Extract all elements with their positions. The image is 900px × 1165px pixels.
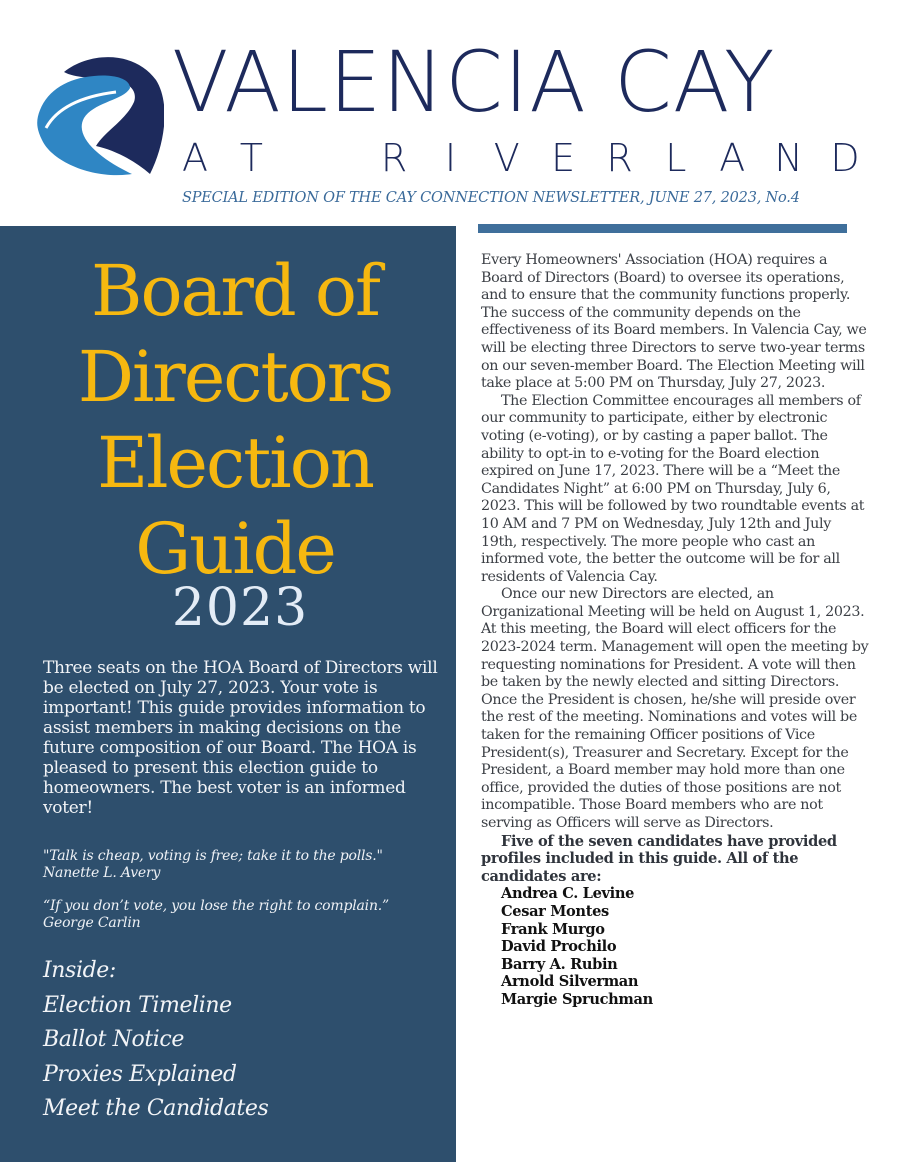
river-swoosh-logo-icon: [34, 50, 164, 178]
quote-carlin: [43, 898, 453, 932]
brand-subtitle-letter: L: [665, 136, 687, 180]
cover-title-line: Directors: [77, 336, 393, 418]
inside-contents: [43, 954, 423, 1127]
brand-subtitle-letter: A: [182, 136, 208, 180]
candidates-intro: Five of the seven candidates have provided profiles included in this guide. All of the candidates are:: [481, 832, 837, 885]
quote-text: "Talk is cheap, voting is free; take it to the polls.": [43, 848, 383, 864]
article-paragraph: Once our new Directors are elected, an Organizational Meeting will be held on August 1, 2023. At this meeting, the Board will elect officers for the 2023-2024 term. Management will open the meeting by requesting nominations for President. A vote will then be taken by the newly elected and sitting Directors. Once the President is chosen, he/she will preside over the rest of the meeting. Nominations and votes will be taken for the remaining Officer positions of Vice President(s), Treasurer and Secretary. Except for the President, a Board member may hold more than one office, provided the duties of those positions are not incompatible. Those Board members who are not serving as Officers will serve as Directors.: [481, 586, 869, 831]
article-paragraph: The Election Committee encourages all members of our community to participate, either by electronic voting (e-voting), or by casting a paper ballot. The ability to opt-in to e-voting for the Board election expired on June 17, 2023. There will be a “Meet the Candidates Night” at 6:00 PM on Thursday, July 6, 2023. This will be followed by two roundtable events at 10 AM and 7 PM on Wednesday, July 12th and July 19th, respectively. The more people who cast an informed vote, the better the outcome will be for all residents of Valencia Cay.: [481, 392, 865, 585]
brand-subtitle-letter: N: [774, 136, 803, 180]
brand-subtitle-letter: R: [606, 136, 633, 180]
candidate-name: Frank Murgo: [501, 920, 605, 938]
candidate-name: Arnold Silverman: [501, 973, 639, 991]
inside-item-meet-the-candidates: Meet the Candidates: [43, 1096, 269, 1121]
cover-title-line: Guide: [135, 508, 335, 590]
brand-title: VALENCIA CAY: [172, 33, 776, 131]
brand-subtitle-letter: I: [444, 136, 457, 180]
brand-subtitle-letter: E: [551, 136, 576, 180]
cover-panel: [0, 226, 456, 1162]
candidate-list: [481, 885, 871, 1008]
cover-year: 2023: [171, 578, 309, 638]
brand-subtitle-letter: A: [719, 136, 746, 180]
inside-item-election-timeline: Election Timeline: [43, 992, 232, 1018]
candidate-name: Cesar Montes: [501, 902, 609, 920]
brand-subtitle-letter: V: [493, 136, 520, 180]
candidate-name: Barry A. Rubin: [501, 955, 618, 973]
quote-author: George Carlin: [43, 915, 141, 931]
section-divider-rule: [478, 224, 847, 233]
inside-item-proxies-explained: Proxies Explained: [43, 1061, 237, 1087]
brand-subtitle-letter: R: [380, 136, 408, 180]
edition-line: SPECIAL EDITION OF THE CAY CONNECTION NEWSLETTER, JUNE 27, 2023, No.4: [182, 190, 800, 206]
quote-text: “If you don’t vote, you lose the right to complain.”: [43, 898, 389, 914]
cover-title: [0, 248, 470, 592]
masthead: [0, 0, 900, 225]
brand-subtitle: [180, 138, 860, 178]
cover-title-line: Board of: [91, 250, 379, 332]
cover-title-line: Election: [97, 422, 373, 504]
article-body: [481, 252, 871, 1009]
inside-heading: Inside:: [43, 958, 116, 983]
inside-item-ballot-notice: Ballot Notice: [43, 1027, 184, 1052]
quote-avery: [43, 848, 453, 882]
quote-author: Nanette L. Avery: [43, 865, 161, 881]
brand-subtitle-letter: T: [239, 136, 263, 180]
candidate-name: Margie Spruchman: [501, 990, 653, 1008]
cover-intro: Three seats on the HOA Board of Directors will be elected on July 27, 2023. Your vote is important! This guide provides information to assist members in making decisions on the future composition of our Board. The HOA is pleased to present this election guide to homeowners. The best voter is an informed voter!: [43, 658, 438, 818]
article-paragraph: Every Homeowners' Association (HOA) requires a Board of Directors (Board) to oversee its operations, and to ensure that the community functions properly. The success of the community depends on the effectiveness of its Board members. In Valencia Cay, we will be electing three Directors to serve two-year terms on our seven-member Board. The Election Meeting will take place at 5:00 PM on Thursday, July 27, 2023.: [481, 252, 867, 392]
candidate-name: Andrea C. Levine: [501, 885, 635, 903]
candidate-name: David Prochilo: [501, 938, 617, 956]
brand-subtitle-gap: [293, 138, 353, 178]
brand-subtitle-letter: D: [830, 136, 860, 180]
